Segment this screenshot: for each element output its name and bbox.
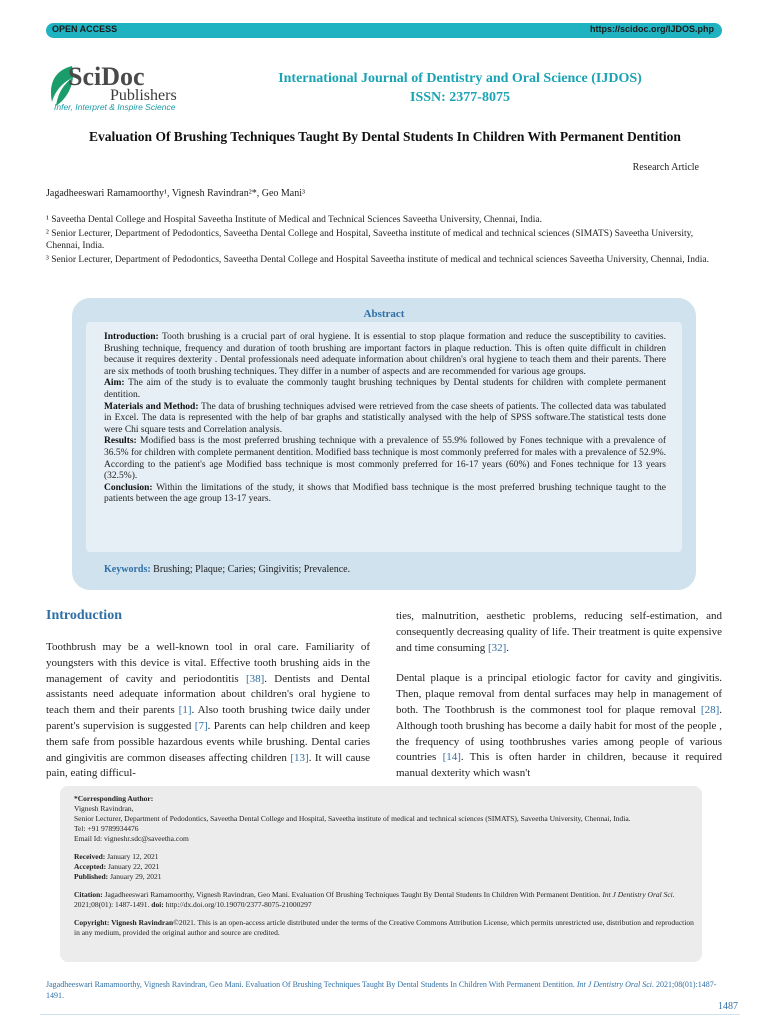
article-title: Evaluation Of Brushing Techniques Taught By Dental Students In Children With Permanent Dentition [89, 129, 681, 144]
reference-link[interactable]: [32] [487, 641, 507, 654]
reference-link[interactable]: [1] [178, 704, 192, 717]
doi-link[interactable]: http://dx.doi.org/10.19070/2377-8075-21000297 [163, 900, 312, 909]
journal-issn: ISSN: 2377-8075 [410, 90, 510, 105]
keywords [104, 564, 350, 575]
open-access-banner [46, 23, 722, 38]
reference-link[interactable]: [38] [245, 672, 265, 685]
abstract-results: Results: Modified bass is the most preferred brushing technique with a prevalence of 55.9% followed by Fones technique with a prevalence of 36.5% for children with complete permanent dentition. Modified bass technique is most commonly preferred for males with a prevalence of 52.9%. According to the patient's age Modified bass technique is most commonly preferred for 16-17 years (60%) and Fones technique for 13 years (32.5%). [104, 436, 666, 482]
journal-header [230, 69, 690, 107]
logo-brand: SciDoc [68, 62, 145, 91]
keywords-label: Keywords: [104, 564, 151, 575]
abstract-aim: Aim: The aim of the study is to evaluate the commonly taught brushing techniques by Dental students for children with complete permanent dentition. [104, 378, 666, 400]
scidoc-logo [46, 62, 206, 114]
abstract-heading: Abstract [363, 308, 405, 320]
abstract-conclusion: Conclusion: Within the limitations of the study, it shows that Modified bass technique is the most preferred brushing technique taught to the patients between the age group 13-17 years. [104, 482, 666, 505]
introduction-heading: Introduction [46, 608, 122, 623]
footer-divider [40, 1014, 740, 1015]
abstract-introduction: Introduction: Tooth brushing is a crucial part of oral hygiene. It is essential to stop plaque formation and reduce the susceptibility to cavities. Brushing technique, frequency and duration of tooth brushing are important factors in plaque reduction. This is often quite difficult in children because it requires dexterity . Dental professionals need adequate information about children's oral hygiene to teach them and their parents. There are six methods of tooth brushing techniques. They differ in a number of aspects and are recommended for various age groups. [104, 332, 666, 377]
article-type: Research Article [632, 162, 699, 173]
reference-link[interactable]: [7] [194, 719, 208, 732]
published-date: Published: January 29, 2021 [74, 872, 162, 881]
intro-paragraph-2: ties, malnutrition, aesthetic problems, reducing self-estimation, and consequently decreasing quality of life. Their treatment is quite expensive and time consuming [32]. [396, 610, 722, 654]
intro-right-column [396, 609, 722, 782]
abstract-panel [72, 298, 696, 590]
author-list: Jagadheeswari Ramamoorthy¹, Vignesh Ravindran²*, Geo Mani³ [46, 188, 305, 199]
open-access-label: OPEN ACCESS [52, 24, 118, 34]
corresponding-address: Senior Lecturer, Department of Pedodontics, Saveetha Dental College and Hospital, Saveetha institute of medical and technical sciences (SIMATS), Saveetha University, Chennai, India. [74, 814, 631, 823]
footer-citation: Jagadheeswari Ramamoorthy, Vignesh Ravindran, Geo Mani. Evaluation Of Brushing Techniques Taught By Dental Students In Children With Permanent Dentition. Int J Dentistry Oral Sci. 2021;08(01):1487-1491. [46, 980, 717, 1000]
copyright: Copyright: Vignesh Ravindran©2021. This is an open-access article distributed under the terms of the Creative Commons Attribution License, which permits unrestricted use, distribution and reproduction in any medium, provided the original author and source are credited. [74, 918, 694, 937]
journal-url-link[interactable]: https://scidoc.org/IJDOS.php [589, 24, 714, 34]
corresponding-tel: Tel: +91 9789934476 [74, 824, 139, 833]
corresponding-name: Vignesh Ravindran, [74, 804, 134, 813]
reference-link[interactable]: [14] [442, 751, 461, 764]
reference-link[interactable]: [13] [290, 751, 309, 764]
affiliation-1: ¹ Saveetha Dental College and Hospital Saveetha Institute of Medical and Technical Sciences Saveetha University, Chennai, India. [46, 215, 543, 225]
affiliation-2: ² Senior Lecturer, Department of Pedodontics, Saveetha Dental College and Hospital, Saveetha institute of medical and technical sciences (SIMATS) Saveetha University, Chennai, India. [46, 229, 694, 251]
corresponding-email[interactable]: Email Id: vigneshr.sdc@saveetha.com [74, 834, 189, 843]
abstract-body [86, 322, 682, 552]
correspondence-box [60, 786, 702, 962]
received-date: Received: January 12, 2021 [74, 852, 159, 861]
logo-tagline: Infer, Interpret & Inspire Science [54, 102, 176, 112]
page-number: 1487 [718, 1001, 738, 1012]
intro-left-column [46, 640, 370, 782]
logo-publishers: Publishers [110, 87, 177, 104]
journal-name: International Journal of Dentistry and Oral Science (IJDOS) [278, 71, 642, 86]
intro-paragraph-3: Dental plaque is a principal etiologic factor for cavity and gingivitis. Then, plaque removal from dental surfaces may help in management of both. The Toothbrush is the commonest tool for plaque removal [28]. Although tooth brushing has become a daily habit for most of the people , the frequency of using toothbrushes varies among people of various countries [14]. This is often harder in children, because it required manual dexterity which wasn't [396, 672, 722, 780]
affiliation-3: ³ Senior Lecturer, Department of Pedodontics, Saveetha Dental College and Hospital Saveetha institute of medical and technical sciences Saveetha University, Chennai, India. [46, 255, 709, 265]
reference-link[interactable]: [28] [700, 703, 720, 716]
accepted-date: Accepted: January 22, 2021 [74, 862, 160, 871]
corresponding-heading: *Corresponding Author: [74, 794, 154, 803]
keywords-values: Brushing; Plaque; Caries; Gingivitis; Prevalence. [150, 564, 351, 575]
intro-paragraph-1: Toothbrush may be a well-known tool in oral care. Familiarity of youngsters with this device is vital. Effective tooth brushing aids in the management of cavity and periodontitis [38]. Dentists and Dental assistants need adequate information about children's oral hygiene to teach them and their parents [1]. Also tooth brushing twice daily under parent's supervision is suggested [7]. Parents can help children and keep them safe from possible hazardous events while brushing. Dental caries and gingivitis are common diseases affecting children [13]. It will cause pain, eating difficul- [46, 641, 371, 780]
abstract-methods: Materials and Method: The data of brushing techniques advised were retrieved from the case sheets of patients. The collected data was tabulated in Excel. The data is represented with the help of bar graphs and statistically analysed with the help of SPSS software.The statistical tests done were Chi square tests and Correlation analysis. [104, 401, 666, 435]
citation: Citation: Jagadheeswari Ramamoorthy, Vignesh Ravindran, Geo Mani. Evaluation Of Brushing Techniques Taught By Dental Students In Children With Permanent Dentition. Int J Dentistry Oral Sci. 2021;08(01): 1487-1491. doi: http://dx.doi.org/10.19070/2377-8075-21000297 [74, 890, 675, 909]
